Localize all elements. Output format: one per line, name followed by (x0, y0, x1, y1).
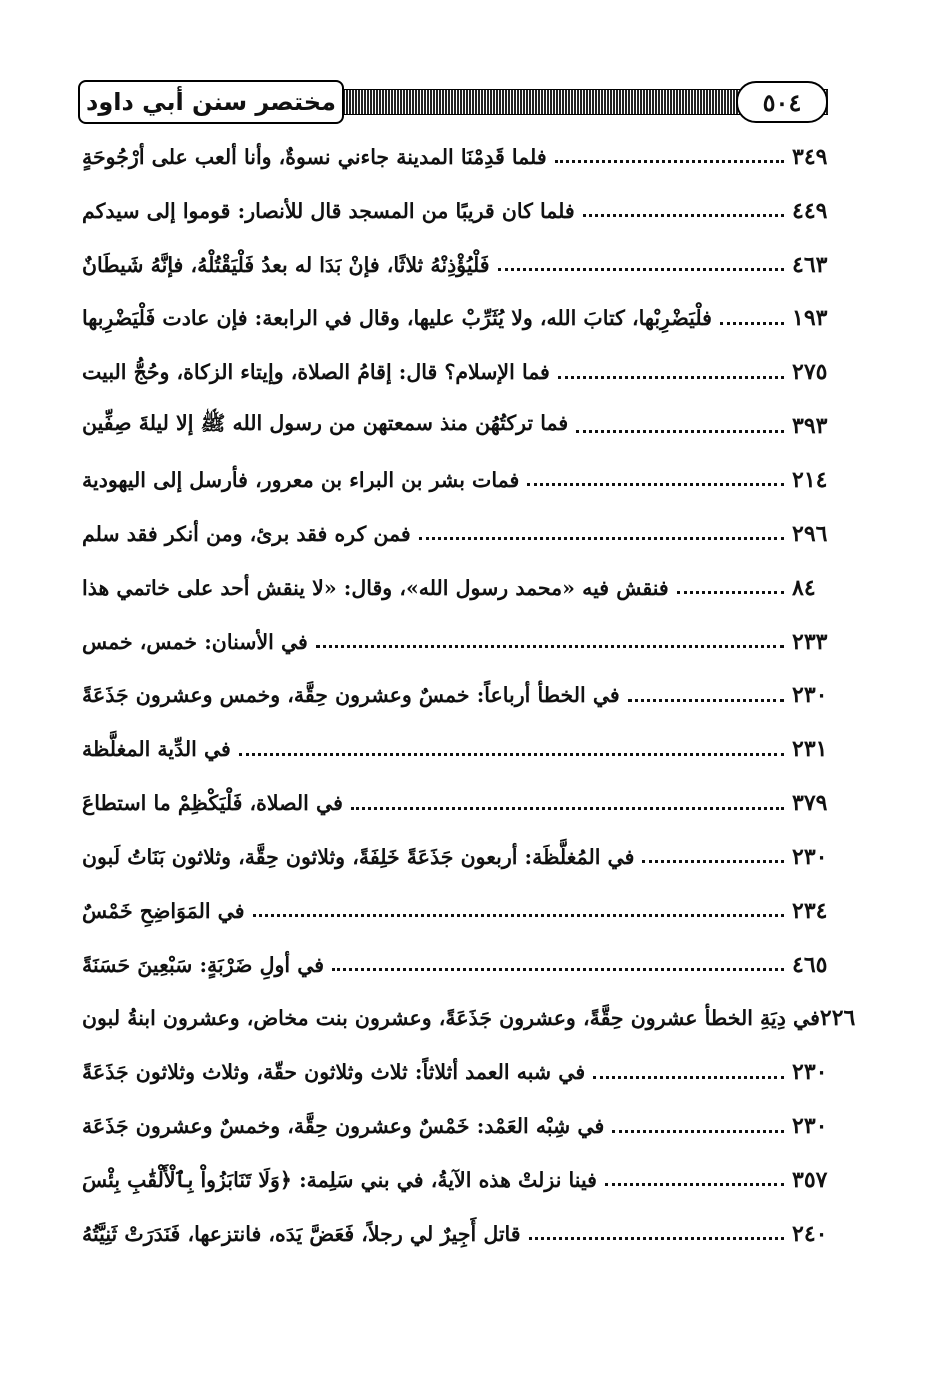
leader-dots (593, 1076, 784, 1079)
entry-text: فلما قَدِمْنَا المدينة جاءني نسوةٌ، وأنا ألعب على أرْجُوحَةٍ (82, 144, 547, 169)
entry-ref: ٢٣٣ (792, 628, 828, 655)
entry-text: في الأسنان: خمس، خمس (82, 629, 308, 654)
leader-dots (529, 1237, 784, 1240)
index-entry (82, 776, 844, 830)
index-entry (82, 238, 844, 292)
leader-dots (642, 860, 784, 863)
index-entry (82, 507, 844, 561)
entry-text: فلما كان قريبًا من المسجد قال للأنصار: قوموا إلى سيدكم (82, 198, 575, 223)
entry-text: في دِيَةِ الخطأ عشرون حِقَّةً، وعشرون جَذَعَةً، وعشرون بنت مخاض، وعشرون ابنةُ لبون (82, 1006, 820, 1031)
entry-ref: ٢١٤ (792, 466, 828, 493)
entry-text: فما تركتُهُن منذ سمعتهن من رسول الله ﷺ إلا ليلةَ صِفِّين (82, 411, 569, 436)
index-entry (82, 1207, 844, 1261)
entry-ref: ٤٤٩ (792, 197, 828, 224)
entry-text: في شبه العمد أثلاثاً: ثلاث وثلاثون حقّة، وثلاث وثلاثون جَذَعَةً (82, 1060, 586, 1085)
entry-ref: ٤٦٥ (792, 951, 828, 978)
entry-text: قاتل أَجِيرٌ لي رجلاً، فَعَضَّ يَدَه، فانتزعها، فَنَدَرَتْ ثَنِيَّتُهُ (82, 1221, 521, 1246)
index-entry (82, 992, 856, 1046)
entry-ref: ٢٧٥ (792, 359, 828, 386)
leader-dots (605, 1183, 784, 1186)
leader-dots (351, 807, 784, 810)
leader-dots (583, 214, 784, 217)
entry-ref: ٢٣٤ (792, 897, 828, 924)
index-entry (82, 453, 844, 507)
leader-dots (555, 160, 784, 163)
entry-text: في المَوَاضِحِ خَمْسٌ (82, 898, 245, 923)
leader-dots (527, 483, 784, 486)
index-entry (82, 130, 844, 184)
entry-ref: ٣٤٩ (792, 143, 828, 170)
index-entry (82, 1153, 844, 1207)
entry-ref: ١٩٣ (792, 305, 828, 332)
index-entry (82, 615, 844, 669)
leader-dots (576, 430, 784, 433)
index-list (82, 130, 856, 1261)
entry-ref: ٢٤٠ (792, 1220, 828, 1247)
entry-ref: ٣٧٩ (792, 790, 828, 817)
entry-ref: ٢٣٠ (792, 1113, 828, 1140)
entry-ref: ٢٩٦ (792, 520, 828, 547)
leader-dots (628, 699, 784, 702)
page-number: ٥٠٤ (736, 81, 828, 123)
entry-text: في المُغلَّظَة: أربعون جَذَعَةً خَلِفَةً، وثلاثون حِقَّة، وثلاثون بَنَاتُ لَبون (82, 844, 635, 869)
index-entry (82, 184, 844, 238)
entry-ref: ٨٤ (792, 574, 816, 601)
entry-text: فمات بشر بن البراء بن معرور، فأرسل إلى اليهودية (82, 467, 520, 492)
index-entry (82, 1099, 844, 1153)
index-entry (82, 668, 844, 722)
entry-text: في شِبْه العَمْد: خَمْسٌ وعشرون حِقَّة، وخمسٌ وعشرون جَذَعَة (82, 1114, 605, 1139)
entry-text: فمن كره فقد برئ، ومن أنكر فقد سلم (82, 521, 411, 546)
index-entry (82, 722, 844, 776)
entry-text: في الصلاة، فَلْيَكْظِمْ ما استطاعَ (82, 791, 343, 816)
index-entry (82, 561, 844, 615)
index-entry (82, 292, 844, 346)
entry-text: فما الإسلام؟ قال: إقامُ الصلاة، وإيتاء الزكاة، وحُجُّ البيت (82, 360, 550, 385)
entry-ref: ٢٢٦ (819, 1005, 856, 1032)
entry-text: فلْيَضْرِبْها، كتابَ الله، ولا يُثَرِّبْ عليها، وقال في الرابعة: فإن عادت فَلْيَضْرِبها (82, 306, 712, 331)
book-title: مختصر سنن أبي داود (78, 80, 344, 124)
leader-dots (720, 322, 784, 325)
leader-dots (316, 645, 784, 648)
entry-ref: ٢٣١ (792, 736, 828, 763)
entry-ref: ٤٦٣ (792, 251, 828, 278)
entry-text: في الخطأ أرباعاً: خمسٌ وعشرون حِقَّة، وخمس وعشرون جَذَعَةً (82, 683, 620, 708)
index-entry (82, 938, 844, 992)
entry-text: فينا نزلتْ هذه الآيةُ، في بني سَلِمة: ﴿وَلَا تَنَابَزُواْ بِٱلْأَلْقَٰبِ بِئْسَ (82, 1167, 597, 1192)
leader-dots (239, 753, 784, 756)
entry-ref: ٣٩٣ (792, 413, 828, 440)
entry-ref: ٣٥٧ (792, 1166, 828, 1193)
entry-text: فَلْيُؤْذِنْهُ ثلاثًا، فإنْ بَدَا له بعدُ فَلْيَقْتُلْهُ، فإنَّهُ شَيطَانٌ (82, 252, 490, 277)
entry-ref: ٢٣٠ (792, 682, 828, 709)
index-entry (82, 345, 844, 399)
leader-dots (332, 968, 784, 971)
page-header (78, 80, 848, 124)
entry-text: في أولِ ضَرْبَةٍ: سَبْعِينَ حَسَنَةً (82, 952, 325, 977)
leader-dots (612, 1130, 784, 1133)
entry-text: فنقش فيه «محمد رسول الله»، وقال: «لا ينقش أحد على خاتمي هذا (82, 575, 669, 600)
entry-ref: ٢٣٠ (792, 843, 828, 870)
leader-dots (677, 591, 784, 594)
entry-text: في الدِّية المغلَّظة (82, 737, 231, 762)
index-entry (82, 399, 844, 453)
leader-dots (253, 914, 784, 917)
leader-dots (419, 537, 784, 540)
index-entry (82, 884, 844, 938)
index-entry (82, 1045, 844, 1099)
index-entry (82, 830, 844, 884)
leader-dots (558, 376, 784, 379)
entry-ref: ٢٣٠ (792, 1059, 828, 1086)
leader-dots (498, 268, 784, 271)
